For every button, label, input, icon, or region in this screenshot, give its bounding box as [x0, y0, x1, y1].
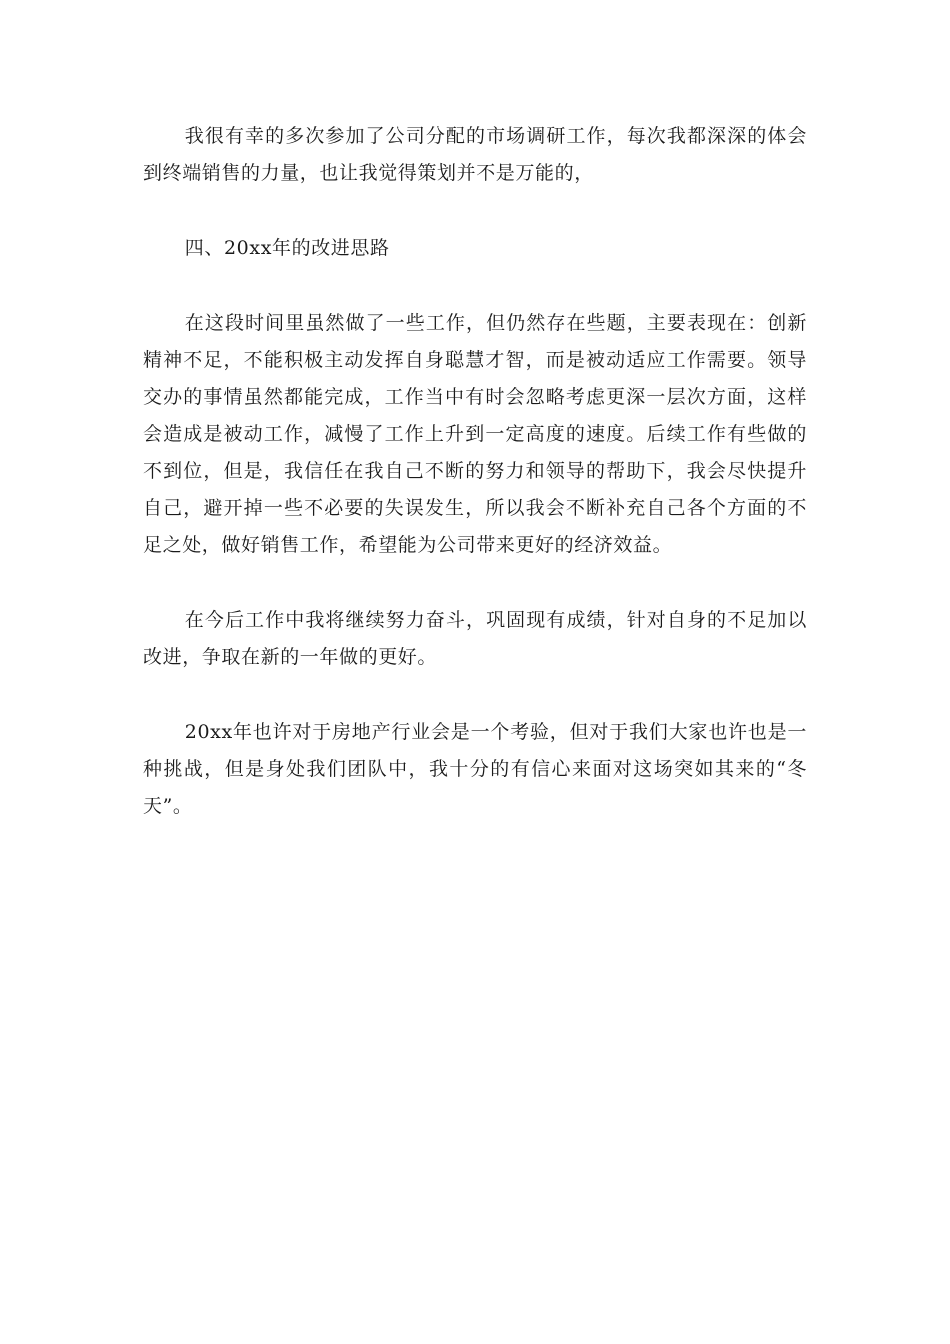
- document-body: [143, 118, 807, 863]
- section-heading-improvement: 四、20xx年的改进思路: [184, 237, 390, 259]
- paragraph-future-work: 在今后工作中我将继续努力奋斗，巩固现有成绩，针对自身的不足加以改进，争取在新的一年做的更好。: [143, 609, 807, 668]
- paragraph-outlook: 20xx年也许对于房地产行业会是一个考验，但对于我们大家也许也是一种挑战，但是身处我们团队中，我十分的有信心来面对这场突如其来的“冬天”。: [143, 721, 807, 817]
- paragraph-market-research: 我很有幸的多次参加了公司分配的市场调研工作，每次我都深深的体会到终端销售的力量，也让我觉得策划并不是万能的，: [143, 125, 807, 184]
- paragraph-problems: 在这段时间里虽然做了一些工作，但仍然存在些题，主要表现在：创新精神不足，不能积极主动发挥自身聪慧才智，而是被动适应工作需要。领导交办的事情虽然都能完成，工作当中有时会忽略考虑更深一层次方面，这样会造成是被动工作，减慢了工作上升到一定高度的速度。后续工作有些做的不到位，但是，我信任在我自己不断的努力和领导的帮助下，我会尽快提升自己，避开掉一些不必要的失误发生，所以我会不断补充自己各个方面的不足之处，做好销售工作，希望能为公司带来更好的经济效益。: [143, 312, 807, 556]
